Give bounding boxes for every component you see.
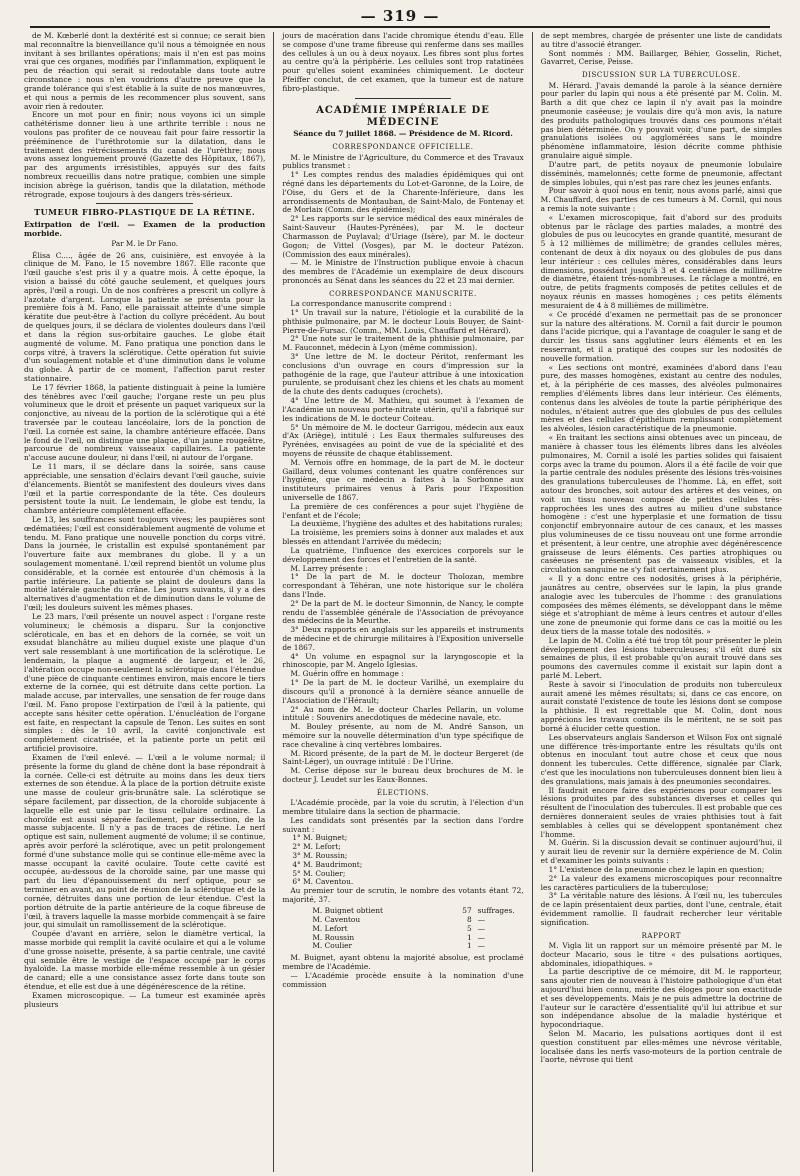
paragraph: de sept membres, chargée de présenter une liste de candidats au titre d'associé étranger. (540, 32, 782, 49)
paragraph: Examen de l'œil enlevé. — L'œil a le volume normal; il présente la forme du gland de chêne dont la base répondrait à la cornée. Celle-ci est détruite au moins dans les deux tiers externes de son étendue. À la place de la portion détruite existe une masse de couleur gris-brunâtre sale. La sclérotique se sépare facilement, par dissection, de la choroïde subjacente à laquelle elle est unie par le tissu cellulaire ordinaire. La choroïde est aussi séparée facilement, par dissection, de la masse subjacente. Il n'y a pas de traces de rétine. Le nerf optique est sain, nullement augmenté de volume; il se continue, après avoir perforé la sclérotique, avec un petit prolongement formé d'une substance molle qui se continue elle-même avec la masse occupant la cavité oculaire. Toute cette cavité est occupée, au-dessous de la choroïde saine, par une masse qui part du lieu d'épanouissement du nerf optique, pour se terminer en avant, au point de réunion de la sclérotique et de la cornée, détruites dans une portion de leur étendue. C'est la portion détruite de la partie antérieure de la coque fibreuse de l'œil, à travers laquelle la masse morbide commençait à se faire jour, qui simulait un ramollissement de la sclérotique. (24, 752, 266, 930)
vote-label: — (477, 923, 486, 933)
discussion (541, 82, 782, 928)
column-1 (24, 32, 265, 1172)
vote-name: M. Coulier (312, 941, 353, 951)
paragraph: D'autre part, de petits noyaux de pneumonie lobulaire disséminés, mamelonnés; cette forme de pneumonie, affectant de simples lobules, qui n'est pas rare chez les jeunes enfants. (540, 159, 782, 187)
section-heading-official: CORRESPONDANCE OFFICIELLE. (332, 143, 474, 152)
paragraph: L'Académie procède, par la voie du scrutin, à l'élection d'un membre titulaire dans la section de pharmacie. (282, 798, 524, 816)
paragraph: 3° Deux rapports en anglais sur les appareils et instruments de médecine et de chirurgie militaires à l'Exposition universelle de 1867. (282, 625, 524, 652)
paragraph: 2° Une note sur le traitement de la phthisie pulmonaire, par M. Fauconnet, médecin à Lyon (même commission). (282, 334, 524, 353)
paragraph: 1° De la part de M. le docteur Varilhé, un exemplaire du discours qu'il a prononcé à la dernière séance annuelle de l'Association de l'Hérault; (282, 678, 524, 705)
vote-label: — (477, 932, 486, 942)
vote-label: — (477, 941, 486, 951)
col1-intro (24, 32, 265, 199)
paragraph: 5° Un mémoire de M. le docteur Garrigou, médecin aux eaux d'Ax (Ariège), intitulé : Les Eaux thermales sulfureuses des Pyrénées, envisagées au point de vue de la spécialité et des moyens de réussite de chaque établissement. (282, 422, 524, 458)
list-item: 2° M. Lefort; (292, 842, 341, 852)
paragraph: 1° Les comptes rendus des maladies épidémiques qui ont régné dans les départements du Lot-et-Garonne, de la Loire, de l'Oise, du Gers et de la Charente-Inférieure, dans les arrondissements de Montauban, de Saint-Malo, de Fontenay et de Morlaix (Comm. des épidémies); (282, 170, 524, 215)
vote-name: M. Caventou (312, 914, 361, 924)
academy-title: ACADÉMIE IMPÉRIALE DE MÉDECINE (316, 104, 490, 128)
paragraph: M. Cerise dépose sur le bureau deux brochures de M. le docteur J. Leudet sur les Eaux-Bonnes. (282, 766, 524, 784)
paragraph: M. Ricord présente, de la part de M. le docteur Bergeret (de Saint-Léger), un ouvrage intitulé : De l'Urine. (282, 748, 524, 767)
paragraph: 2° La valeur des examens microscopiques pour reconnaître les caractères particuliers de la tuberculose; (540, 873, 782, 892)
paragraph: « Les sections ont montré, examinées d'abord dans l'eau pure, des masses homogènes, existant au centre des nodules, et, à la périphérie de ces masses, des alvéoles pulmonaires remplies d'éléments libres dans leur intérieur. Ces éléments, contenus dans les alvéoles de toute la partie périphérique des nodules, n'étaient autres que des globules de pus des cellules mères et des cellules d'épithélium remplissant complètement les alvéoles, lésion caractéristique de la pneumonie. (540, 362, 782, 434)
section-divider (355, 98, 452, 99)
paragraph: 1° De la part de M. le docteur Tholozan, membre correspondant à Téhéran, une note historique sur le choléra dans l'Inde. (282, 572, 524, 599)
paragraph: Le 23 mars, l'œil présente un nouvel aspect : l'organe reste volumineux; le chémosis a disparu. Sur la conjonctive scléroticale, en bas et en dehors de la cornée, se voit un exsudat blanchâtre au milieu duquel existe une plaque d'un vert sale ressemblant à une mortification de la sclérotique. Le lendemain, la plaque a augmenté de largeur, et le 26, l'altération occupe non-seulement la sclérotique dans l'étendue d'une pièce de cinquante centimes environ, mais encore le tiers externe de la cornée, qui est détruite dans cette portion. La malade accuse, par intervalles, une sensation de fer rouge dans l'œil. M. Fano propose l'extirpation de l'œil à la patiente, qui accepte sans hésiter cette opération. L'énucléation de l'organe est faite, en respectant la capsule de Tenon. Les suites en sont simples : dès le 10 avril, la cavité conjonctivale est complètement cicatrisée, et la patiente porte un petit œil artificiel provisoire. (24, 611, 266, 754)
paragraph: La quatrième, l'influence des exercices corporels sur le développement des forces et l'entretien de la santé. (282, 545, 524, 564)
paragraph: La première de ces conférences a pour sujet l'hygiène de l'enfant et de l'école; (282, 501, 524, 520)
header-rule (30, 26, 770, 28)
paragraph: — L'Académie procède ensuite à la nomination d'une commission (282, 970, 524, 989)
paragraph: « Il y a donc entre ces nodosités, grises à la périphérie, jaunâtres au centre, observées sur le lapin, la plus grande analogie avec les tubercules de l'homme : des granulations composées des mêmes éléments, se développant dans le même siége et s'atrophiant de même à leurs centres et autour d'elles une zone de pneumonie qui forme dans ce cas la moitié ou les deux tiers de la masse totale des nodosités. » (540, 574, 782, 636)
paragraph: 3° La véritable nature des lésions. À l'œil nu, les tubercules de ce lapin présentaient deux parties, dont l'une, centrale, était évidemment ramollie. Il faudrait rechercher leur véritable signification. (540, 891, 782, 927)
paragraph: « L'examen microscopique, fait d'abord sur des produits obtenus par le râclage des parties malades, a montré des globules de pus ou leucocytes en grande quantité, mesurant de 5 à 12 millièmes de millimètre; de grandes cellules mères, contenant de deux à dix noyaux ou des globules de pus dans leur intérieur : ces cellules mères, considérables dans leurs dimensions, possédant jusqu'à 3 et 4 centièmes de millimètre de diamètre, étaient très-nombreuses. Le râclage a montré, en outre, de petits fragments composés de petites cellules et de noyaux réunis en masses homogènes ; ces petits éléments mesuraient de 4 à 8 millièmes de millimètre. (540, 212, 782, 310)
vote-count: 5 (466, 923, 472, 933)
paragraph: La correspondance manuscrite comprend : (290, 299, 452, 309)
paragraph: Le 13, les souffrances sont toujours vives; les paupières sont œdématiées; l'œil est considérablement augmenté de volume et tendu. M. Fano pratique une nouvelle ponction du corps vitré. Dans la journée, le cristallin est expulsé spontanément par l'ouverture faite aux membranes du globe. Il y a un soulagement momentané. L'œil reprend bientôt un volume plus considérable, et la cornée est entourée d'un chémosis à la partie inférieure. La patiente se plaint de douleurs dans la moitié latérale gauche du crâne. Les jours suivants, il y a des alternatives d'augmentation et de diminution dans le volume de l'œil; les douleurs suivent les mêmes phases. (24, 514, 266, 613)
section-divider (96, 203, 193, 204)
paragraph: Au premier tour de scrutin, le nombre des votants étant 72, majorité, 37. (282, 886, 524, 905)
page-number: — 319 — (360, 7, 440, 25)
page-header (30, 6, 770, 28)
paragraph: Coupée d'avant en arrière, selon le diamètre vertical, la masse morbide qui remplit la cavité oculaire et qui a le volume d'une grosse noisette, présente, à sa partie centrale, une cavité qui semble être le vestige de l'espace occupé par le corps hyaloïde. La masse morbide elle-même ressemble à un gésier de canard; elle a une consistance assez forte dans toute son étendue, et elle est due à une dégénérescence de la rétine. (24, 929, 266, 992)
paragraph: Le lapin de M. Colin a été tué trop tôt pour présenter le plein développement des lésions tuberculeuses; s'il eût duré six semaines de plus, il est probable qu'on aurait trouvé dans ses poumons des cavernules comme il existait sur lapin dont a parlé M. Lebert. (540, 635, 782, 681)
paragraph: Selon M. Macario, les pulsations aortiques dont il est question constituent par elles-mêmes une névrose véritable, localisée dans les nerfs vaso-moteurs de la portion centrale de l'aorte, névrose qui tient (540, 1029, 782, 1065)
paragraph: Sont nommés : MM. Baillarger, Béhier, Gosselin, Richet, Gavarret, Cerise, Peisse. (540, 48, 782, 67)
vote-name: M. Roussin (312, 932, 355, 942)
column-2 (273, 32, 523, 1172)
paragraph: Pour savoir à quoi nous en tenir, nous avons parlé, ainsi que M. Chauffard, des parties de ces tumeurs à M. Cornil, qui nous a remis la note suivante : (540, 186, 782, 213)
session-line: Séance du 7 juillet 1868. — Présidence de M. Ricord. (293, 129, 513, 139)
list-item: 4° M. Baudrimont; (292, 859, 363, 869)
official-correspondence (282, 154, 523, 286)
article-title: TUMEUR FIBRO-PLASTIQUE DE LA RÉTINE. (34, 207, 256, 218)
paragraph: M. Guérin offre en hommage : (290, 669, 404, 679)
paragraph: « Ce procédé d'examen ne permettait pas de se prononcer sur la nature des altérations. M. Cornil a fait durcir le poumon dans l'acide picrique, qui a l'avantage de coaguler le sang et de durcir les tissus sans agglutiner leurs éléments et en les resserrant, et il a pratiqué des coupes sur les nodosités de nouvelle formation. (540, 309, 782, 363)
article-subtitle: Extirpation de l'œil. — Examen de la production morbide. (24, 219, 266, 238)
list-item: 5° M. Coulier; (292, 868, 346, 878)
paragraph: La deuxième, l'hygiène des adultes et des habitations rurales; (290, 519, 523, 529)
paragraph: Le 17 février 1868, la patiente distinguait à peine la lumière des ténèbres avec l'œil gauche; l'organe reste un peu plus volumineux que le droit et présente un paquet variqueux sur la conjonctive, au niveau de la portion de la sclérotique qui a été traversée par le couteau lancéolaire, lors de la ponction de l'œil. La cornée est saine, la chambre antérieure effacée. Dans le fond de l'œil, on distingue une plaque, d'un jaune rougeâtre, parcourue de nombreux vaisseaux capillaires. La patiente n'accuse aucune douleur, ni dans l'œil, ni autour de l'organe. (24, 382, 266, 463)
paragraph: 1° L'existence de la pneumonie chez le lapin en question; (548, 864, 765, 874)
vote-count: 1 (466, 941, 472, 951)
paragraph: « En traitant les sections ainsi obtenues avec un pinceau, de manière à chasser tous les éléments libres dans les alvéoles pulmonaires, M. Cornil a isolé les parties solides qui faisaient corps avec la trame du poumon. Alors il a été facile de voir que la partie centrale des nodules présente des lésions très-voisines des granulations tuberculeuses de l'homme. Là, en effet, soit autour des bronches, soit autour des artères et des veines, on voit un tissu nouveau composé de petites cellules très-rapprochées les unes des autres au milieu d'une substance homogène : c'est une hyperplasie et une formation de tissu conjonctif embryonnaire autour de ces canaux, et les masses plus volumineuses de ce tissu nouveau ont une forme arrondie et présentent, à leur centre, une atrophie avec dégénérescence graisseuse de leurs éléments. Ces parties atrophiques ou caséeuses ne présentent pas de vaisseaux visibles, et la circulation sanguine ne s'y fait certainement plus. (540, 433, 782, 575)
paragraph: Élisa C...., âgée de 26 ans, cuisinière, est envoyée à la clinique de M. Fano, le 15 novembre 1867. Elle raconte que l'œil gauche s'est pris il y a quatre mois. À cette époque, la vision a baissé du côté gauche seulement, et quelques jours après, l'œil a rougi. Un de nos confrères a prescrit un collyre à l'azotate d'argent. Lorsque la patiente se présenta pour la première fois à M. Fano, elle paraissait atteinte d'une simple kératite due peut-être à l'action du collyre précédent. Au bout de quelques jours, il se déclara de violentes douleurs dans l'œil et dans la région sus-orbitaire gauches. Le globe était augmenté de volume. M. Fano pratiqua une ponction dans le corps vitré, à travers la sclérotique. Cette opération fut suivie d'un soulagement notable et d'une diminution dans le volume du globe. À partir de ce moment, l'affection parut rester stationnaire. (24, 250, 266, 383)
paragraph: M. le Ministre de l'Agriculture, du Commerce et des Travaux publics transmet : (282, 152, 524, 171)
paragraph: 4° Un volume en espagnol sur la laryngoscopie et la rhinoscopie, par M. Angelo Iglesias. (282, 651, 524, 670)
paragraph: M. Vigla lit un rapport sur un mémoire présenté par M. le docteur Macario, sous le titre « des pulsations aortiques, abdominales, idiopathiques. » (540, 940, 782, 968)
vote-label: suffrages. (477, 905, 515, 915)
paragraph: 3° Une lettre de M. le docteur Péritot, renfermant les conclusions d'un ouvrage en cours d'impression sur la pathogénie de la rage, que l'auteur attribue à une intoxication purulente, se produisant chez les chiens et les chats au moment de la chute des dents caduques (crochets). (282, 352, 524, 397)
vote-count: 57 (462, 905, 472, 915)
paragraph: Encore un mot pour en finir; nous voyons ici un simple cathétérisme donner lieu à une arthrite terrible : nous ne voulons pas profiter de ce nouveau fait pour faire ressortir la prééminence de l'uréthrotomie sur la dilatation, dans le traitement des rétrécissements du canal de l'urèthre; nous avons assez longuement prouvé (Gazette des Hôpitaux, 1867), par des arguments irrésistibles, appuyés sur des faits nombreux recueillis dans notre pratique, combien une simple incision abrège la guérison, tandis que la dilatation, méthode rétrograde, expose toujours à des dangers très-sérieux. (24, 110, 266, 199)
section-heading-elections: ÉLECTIONS. (376, 788, 430, 797)
elections (282, 799, 523, 989)
vote-name: M. Lefort (312, 923, 348, 933)
list-item: 3° M. Roussin; (292, 851, 348, 861)
candidate-list (282, 834, 523, 887)
paragraph: Reste à savoir si l'inoculation de produits non tuberculeux aurait amené les mêmes résultats; si, dans ce cas encore, on aurait constaté l'existence de toute les lésions dont se compose la phthisie. Il est regrettable que M. Colin, dont nous apprécions les travaux comme ils le méritent, ne se soit pas borné à élucider cette question. (540, 679, 782, 733)
text-columns (24, 32, 782, 1172)
paragraph: M. Larrey présente : (290, 563, 368, 573)
paragraph: M. Guérin. Si la discussion devait se continuer aujourd'hui, il y aurait lieu de revenir sur la dernière expérience de M. Colin et d'examiner les points suivants : (540, 838, 782, 866)
paragraph: 1° Un travail sur la nature, l'étiologie et la curabilité de la phthisie pulmonaire, par M. le docteur Louis Bouyer, de Saint-Pierre-de-Fursac. (Comm., MM. Louis, Chauffard et Hérard). (282, 307, 524, 335)
list-item: 6° M. Caventou. (292, 877, 354, 887)
article-body (24, 252, 265, 1010)
paragraph: Examen microscopique. — La tumeur est examinée après plusieurs (24, 990, 266, 1009)
vote-name: M. Buignet obtient (312, 905, 383, 915)
table-row (282, 942, 523, 951)
paragraph: Les observateurs anglais Sanderson et Wilson Fox ont signalé une différence très-importante entre les résultats qu'ils ont obtenus en inoculant tout autre chose et ceux que nous donnent les tubercules. Cette différence, signalée par Clark, c'est que les inoculations non tuberculeuses donnent bien lieu à des granulations, mais jamais à des pneumonies secondaires. (540, 732, 782, 786)
paragraph: 2° De la part de M. le docteur Simonnin, de Nancy, le compte rendu de l'assemblée générale de l'Association de prévoyance des médecins de la Meurthe. (282, 598, 524, 626)
paragraph: M. Hérard. J'avais demandé la parole à la séance dernière pour parler du lapin qui nous a été présenté par M. Colin. M. Barth a dit que chez ce lapin il n'y avait pas la moindre pneumonie caséeuse; je voulais dire qu'à mon avis, la nature des produits pathologiques trouvés dans ces poumons n'était pas bien déterminée. On y pouvait voir, d'une part, de simples granulations isolées ou agglomérées sans le moindre phénomène inflammatoire, lésion décrite comme phthisie granulaire aiguë simple. (540, 80, 782, 161)
paragraph: jours de macération dans l'acide chromique étendu d'eau. Elle se compose d'une trame fibreuse qui renferme dans ses mailles des cellules à un ou à deux noyaux. Les fibres sont plus fortes au centre qu'à la périphérie. Les cellules sont trop ratatinées pour qu'elles soient examinées chimiquement. Le docteur Pfeiffer conclut, de cet examen, que la tumeur est de nature fibro-plastique. (282, 32, 524, 93)
manuscript-correspondence (282, 300, 523, 785)
paragraph: Le 11 mars, il se déclare dans la soirée, sans cause appréciable, une sensation d'éclairs devant l'œil gauche, suivie d'élancements. Bientôt se manifestent des douleurs vives dans l'œil et la partie correspondante de la tête. Ces douleurs persistent toute la nuit. Le lendemain, le globe est tendu, la chambre antérieure complètement effacée. (24, 462, 266, 516)
list-item: 1° M. Buignet; (292, 833, 348, 843)
vote-label: — (477, 914, 486, 924)
section-heading-manuscript: CORRESPONDANCE MANUSCRITE. (329, 289, 477, 298)
paragraph: 4° Une lettre de M. Mathieu, qui soumet à l'examen de l'Académie un nouveau porte-nitrate utérin, qu'il a fabriqué sur les indications de M. le docteur Coiteau. (282, 396, 524, 423)
vote-count: 8 (466, 914, 472, 924)
paragraph: 2° Au nom de M. le docteur Charles Pellarin, un volume intitulé : Souvenirs anecdotiques de médecine navale, etc. (282, 704, 524, 723)
paragraph: Les candidats sont présentés par la section dans l'ordre suivant : (282, 815, 524, 834)
paragraph: M. Vernois offre en hommage, de la part de M. le docteur Gaillard, deux volumes contenant les quatre conférences sur l'hygiène, que ce médecin a faites à la Sorbonne aux instituteurs primaires venus à Paris pour l'Exposition universelle de 1867. (282, 457, 524, 502)
paragraph: de M. Kœberlé dont la dextérité est si connue; ce serait bien mal reconnaître la bienveillance qu'il nous a témoignée en nous invitant à ses brillantes opérations; mais il n'en est pas moins vrai que ces organes, modifiés par l'inflammation, expliquent le peu de réaction qui serait si redoutable dans toute autre circonstance : nous n'en voudrions d'autre preuve que la grande tolérance qui s'est établie à la suite de nos manœuvres, et qui nous a permis de les recommencer plus souvent, sans avoir rien à redouter. (24, 32, 266, 111)
paragraph: Il faudrait encore faire des expériences pour comparer les lésions produites par des substances diverses et celles qui résultent de l'inoculation des tubercules. Il est probable que ces dernières donneraient seules de vraies phthisies tout à fait semblables à celles qui se développent spontanément chez l'homme. (540, 785, 782, 839)
paragraph: M. Buignet, ayant obtenu la majorité absolue, est proclamé membre de l'Académie. (282, 953, 524, 972)
paragraph: La troisième, les premiers soins à donner aux malades et aux blessés en attendant l'arrivée du médecin; (282, 528, 524, 547)
vote-table (282, 907, 523, 951)
article-author: Par M. le Dr Fano. (111, 239, 178, 249)
vote-count: 1 (466, 932, 472, 942)
column-3 (532, 32, 782, 1172)
section-heading-discussion: DISCUSSION SUR LA TUBERCULOSE. (581, 71, 741, 80)
paragraph: La partie descriptive de ce mémoire, dit M. le rapporteur, sans ajouter rien de nouveau à l'histoire pathologique d'un état aujourd'hui bien connu, mérite des éloges pour son exactitude et ses développements. Mais je ne puis admettre la doctrine de l'auteur sur le caractère d'essentialité qu'il lui attribue et sur son indépendance absolue de la maladie hystérique et hypocondriaque. (540, 967, 782, 1030)
paragraph: — M. le Ministre de l'Instruction publique envoie à chacun des membres de l'Académie un exemplaire de deux discours prononcés au Sénat dans les séances du 22 et 23 mai dernier. (282, 258, 524, 285)
paragraph: M. Bouley présente, au nom de M. André Sanson, un mémoire sur la nouvelle détermination d'un type spécifique de race chevaline à cinq vertèbres lombaires. (282, 722, 524, 749)
section-heading-rapport: RAPPORT (641, 931, 682, 940)
paragraph: 2° Les rapports sur le service médical des eaux minérales de Saint-Sauveur (Hautes-Pyrénées), par M. le docteur Charmasson de Puylaval; d'Uriage (Isère), par M. le docteur Gogon; de Vittel (Vosges), par M. le docteur Patézon. (Commission des eaux minérales). (282, 214, 524, 259)
rapport (541, 942, 782, 1065)
